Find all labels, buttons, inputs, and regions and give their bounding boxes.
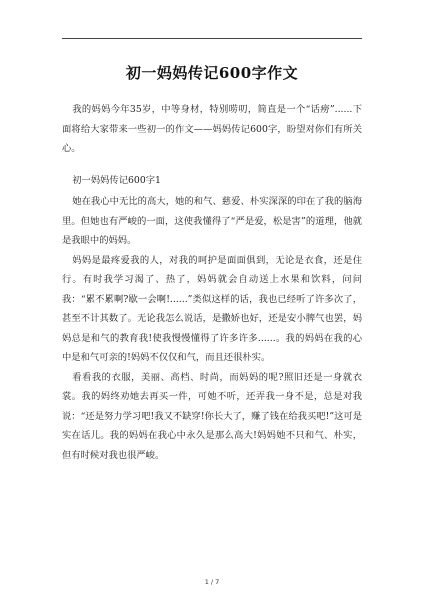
body-paragraph-2: 妈妈是最疼爱我的人，对我的呵护是面面俱到，无论是衣食，还是住行。有时我学习渴了、热了，妈妈就会自动送上水果和饮料，问问我：“累不累啊?歇一会啊!......”类似这样的话，我也已经听了许多次了，甚至不计其数了。无论我怎么说话，是撒娇也好，还是安小脾气也罢，妈妈总是和气的教育我!使我慢慢懂得了许多许多......。我的妈妈在我的心中是和气可亲的!妈妈不仅仅和气，而且还很朴实。 xyxy=(62,254,362,363)
section-heading: 初一妈妈传记600字1 xyxy=(72,174,161,186)
document-title: 初一妈妈传记600字作文 xyxy=(125,64,299,82)
intro-paragraph: 我的妈妈今年35岁，中等身材，特别唠叨，简直是一个“话痨”......下面将给大家带来一些初一的作文——妈妈传记600字，盼望对你们有所关心。 xyxy=(62,104,362,154)
page-number: 1 / 7 xyxy=(204,578,220,586)
header-rule xyxy=(62,38,362,39)
document-body xyxy=(62,100,362,465)
body-paragraph-1: 她在我心中无比的高大，她的和气、慈爱、朴实深深的印在了我的脑海里。但她也有严峻的一面，这使我懂得了“严是爱，松是害”的道理，他就是我眼中的妈妈。 xyxy=(62,196,362,246)
body-paragraph-3: 看看我的衣服，美丽、高档、时尚，而妈妈的呢?照旧还是一身就衣裳。我的妈终劝她去再买一件，可她不听，还弄我一身不是，总是对我说：“还是努力学习吧!我又不缺穿!你长大了，赚了钱在给我买吧!”这可是实在话儿。我的妈妈在我心中永久是那么高大!妈妈她不只和气、朴实，但有时候对我也很严峻。 xyxy=(62,371,362,461)
